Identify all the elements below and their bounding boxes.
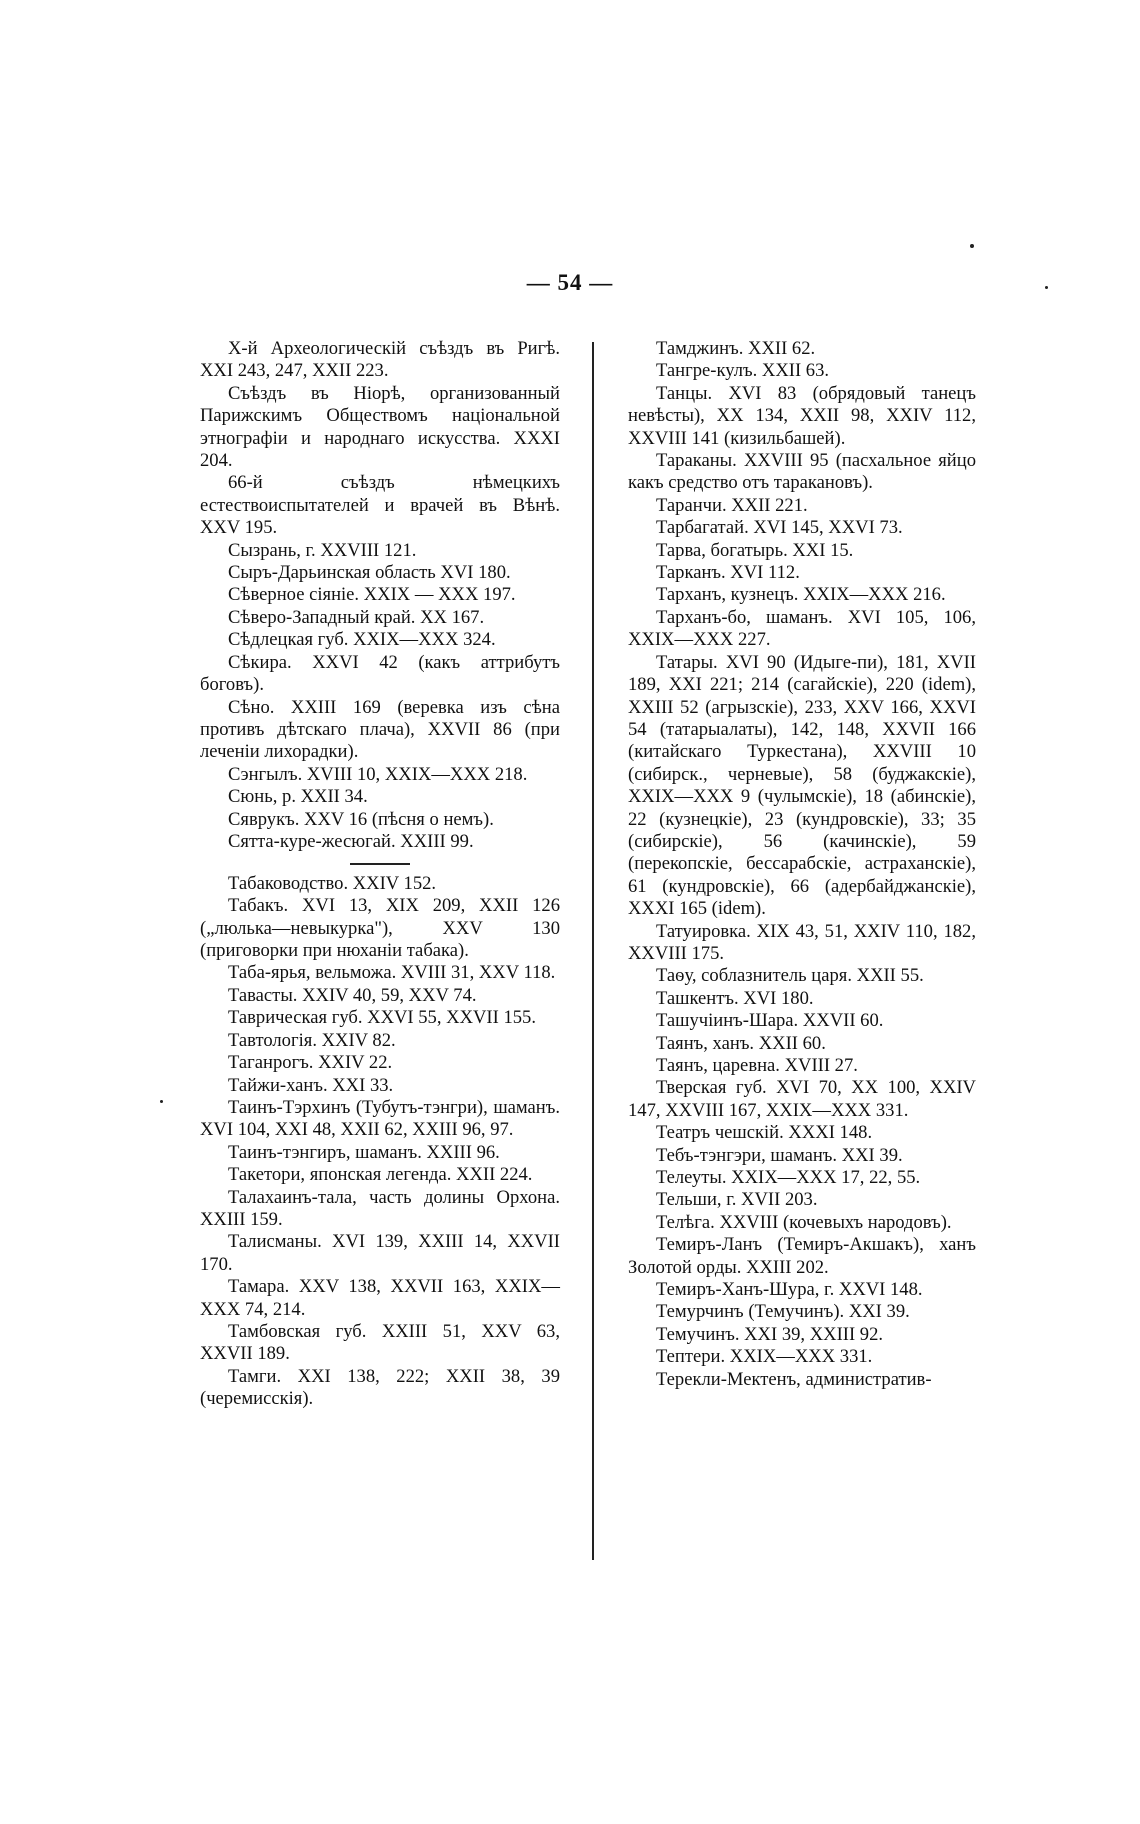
index-entry: Сызрань, г. XXVIII 121. <box>228 539 417 561</box>
print-speck <box>160 1100 163 1103</box>
index-entry: Тамара. XXV 138, XXVII 163, XXIX—XXX 74, 214. <box>200 1276 560 1320</box>
index-entry: Тамги. XXI 138, 222; XXII 38, 39 (черемисскія). <box>200 1365 560 1410</box>
index-entry: Татары. XVI 90 (Идыге-пи), 181, XVII 189, XXI 221; 214 (сагайскіе), 220 (idem), XXIII 52 (агрызскіе), 233, XXV 166, XXVI 54 (татарыалаты), 142, 148, XXVII 166 (китайскаго Туркестана), XXVIII 10 (сибирск., черневые), 58 (буджакскіе), XXIX—XXX 9 (чулымскіе), 18 (абинскіе), 22 (кузнецкіе), 23 (кундровскіе), 33; 35 (сибирскіе), 56 (качинскіе), 59 (перекопскіе, бессарабскіе, астраханскіе), 61 (кундровскіе), 66 (адербайджанскіе), XXXI 165 (idem). <box>628 651 976 920</box>
index-entry: Тарва, богатырь. XXI 15. <box>656 539 854 561</box>
index-entry: Тебъ-тэнгэри, шаманъ. XXI 39. <box>656 1144 903 1166</box>
index-entry: Темиръ-Ланъ (Темиръ-Акшакъ), ханъ Золотой орды. XXIII 202. <box>628 1234 976 1278</box>
index-entry: Сюнь, р. XXII 34. <box>228 786 368 808</box>
index-entry: Темурчинъ (Темучинъ). XXI 39. <box>656 1301 910 1323</box>
index-entry: Тарханъ, кузнецъ. XXIX—XXX 216. <box>656 584 946 606</box>
index-entry: Сѣно. XXIII 169 (веревка изъ сѣна противъ дѣтскаго плача), XXVII 86 (при леченіи лихорадки). <box>200 696 560 763</box>
index-entry: Табаководство. XXIV 152. <box>228 872 437 894</box>
index-entry: Театръ чешскій. XXXI 148. <box>656 1122 873 1144</box>
index-entry: Татуировка. XIX 43, 51, XXIV 110, 182, XXVIII 175. <box>628 920 976 964</box>
index-entry: Талисманы. XVI 139, XXIII 14, XXVII 170. <box>200 1231 560 1275</box>
index-entry: Таинъ-тэнгиръ, шаманъ. XXIII 96. <box>228 1141 500 1163</box>
index-entry: Таянъ, царевна. XVIII 27. <box>656 1055 858 1076</box>
index-entry: Сяврукъ. XXV 16 (пѣсня о немъ). <box>228 808 494 830</box>
index-entry: Тарбагатай. XVI 145, XXVI 73. <box>656 517 903 539</box>
index-entry: Таѳу, соблазнитель царя. XXII 55. <box>656 965 924 987</box>
index-entry: Сыръ-Дарьинская область XVI 180. <box>228 562 511 584</box>
index-entry: Телеуты. XXIX—XXX 17, 22, 55. <box>656 1167 921 1189</box>
index-entry: Таврическая губ. XXVI 55, XXVII 155. <box>228 1007 537 1029</box>
index-entry: Таба-ярья, вельможа. XVIII 31, XXV 118. <box>228 962 556 984</box>
right-column <box>628 338 976 1391</box>
index-entry: Танцы. XVI 83 (обрядовый танецъ невѣсты), XX 134, XXII 98, XXIV 112, XXVIII 141 (кизильбашей). <box>628 382 976 449</box>
index-entry: Талахаинъ-тала, часть долины Орхона. XXIII 159. <box>200 1186 560 1230</box>
index-entry: Телѣга. XXVIII (кочевыхъ народовъ). <box>656 1211 952 1233</box>
index-entry: Тамджинъ. XXII 62. <box>656 338 816 359</box>
index-entry: Таганрогъ. XXIV 22. <box>228 1052 393 1074</box>
index-entry: 66-й съѣздъ нѣмецкихъ естествоиспытателей и врачей въ Вѣнѣ. XXV 195. <box>200 472 560 539</box>
index-entry: Сѣверное сіяніе. XXIX — XXX 197. <box>228 584 516 606</box>
index-entry: Тарканъ. XVI 112. <box>656 562 800 584</box>
index-entry: Сѣверо-Западный край. XX 167. <box>228 606 485 628</box>
index-entry: Ташкентъ. XVI 180. <box>656 987 814 1009</box>
column-rule <box>592 342 594 1560</box>
index-entry: Съѣздъ въ Ніорѣ, организованный Парижскимъ Обществомъ національной этнографіи и народнаго искусства. XXXI 204. <box>200 382 560 472</box>
index-entry: Тверская губ. XVI 70, XX 100, XXIV 147, XXVIII 167, XXIX—XXX 331. <box>628 1077 976 1121</box>
index-entry: Тайжи-ханъ. XXI 33. <box>228 1074 394 1096</box>
print-speck <box>970 244 974 248</box>
page-number: — 54 — <box>526 270 614 295</box>
index-entry: Такетори, японская легенда. XXII 224. <box>228 1164 533 1186</box>
index-entry: Тангре-кулъ. XXII 63. <box>656 360 830 382</box>
index-entry: Темиръ-Ханъ-Шура, г. XXVI 148. <box>656 1279 923 1301</box>
section-divider <box>350 863 410 865</box>
index-entry: Таранчи. XXII 221. <box>656 494 808 516</box>
index-entry: Табакъ. XVI 13, XIX 209, XXII 126 („люлька—невыкурка"), XXV 130 (приговорки при нюханіи табака). <box>200 895 560 962</box>
index-entry: Тельши, г. XVII 203. <box>656 1189 818 1211</box>
index-entry: Таянъ, ханъ. XXII 60. <box>656 1032 826 1054</box>
index-entry: Сэнгылъ. XVIII 10, XXIX—XXX 218. <box>228 763 528 785</box>
index-entry: Темучинъ. XXI 39, XXIII 92. <box>656 1323 884 1345</box>
index-entry: Тептери. XXIX—XXX 331. <box>656 1346 873 1368</box>
index-entry: X-й Археологическій съѣздъ въ Ригѣ. XXI 243, 247, XXII 223. <box>200 338 560 382</box>
index-entry: Сѣдлецкая губ. XXIX—XXX 324. <box>228 629 496 651</box>
index-entry: Сѣкира. XXVI 42 (какъ аттрибутъ боговъ). <box>200 651 560 696</box>
index-entry: Тарханъ-бо, шаманъ. XVI 105, 106, XXIX—XXX 227. <box>628 606 976 651</box>
index-entry: Ташучіинъ-Шара. XXVII 60. <box>656 1010 884 1032</box>
index-entry: Тараканы. XXVIII 95 (пасхальное яйцо какъ средство отъ таракановъ). <box>628 450 976 494</box>
entries-t-group <box>200 873 560 1411</box>
print-speck <box>1045 286 1048 289</box>
entries-s-group <box>200 338 560 853</box>
index-entry: Тавтологія. XXIV 82. <box>228 1029 396 1051</box>
index-entry: Таинъ-Тэрхинъ (Тубутъ-тэнгри), шаманъ. XVI 104, XXI 48, XXII 62, XXIII 96, 97. <box>200 1096 560 1141</box>
index-entry: Тавасты. XXIV 40, 59, XXV 74. <box>228 984 477 1006</box>
index-entry: Терекли-Мектенъ, административ- <box>656 1368 932 1390</box>
index-entry: Тамбовская губ. XXIII 51, XXV 63, XXVII 189. <box>200 1320 560 1365</box>
index-entry: Сятта-куре-жесюгай. XXIII 99. <box>228 830 474 852</box>
left-column <box>200 338 560 1411</box>
